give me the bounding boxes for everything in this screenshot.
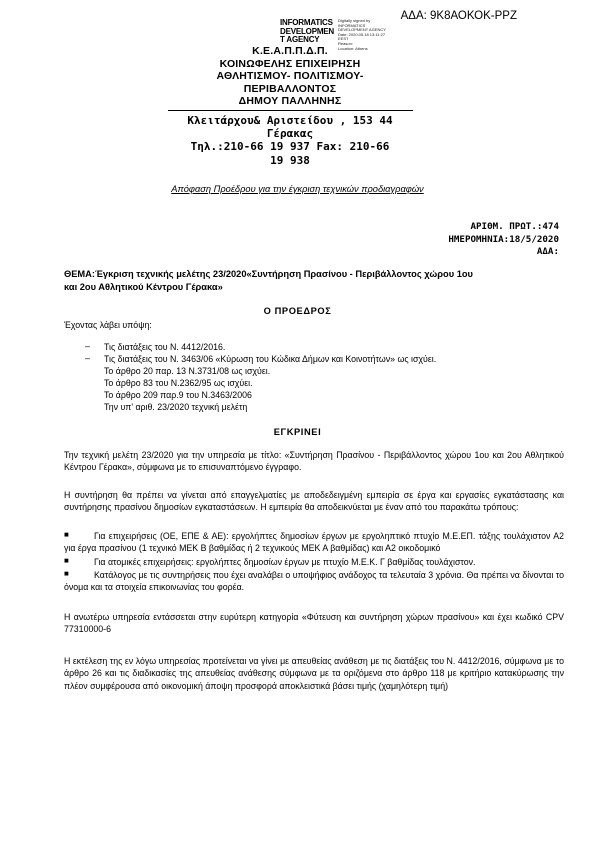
stamp-line: INFORMATICS [280, 18, 333, 27]
bullet-item: Για επιχειρήσεις (ΟΕ, ΕΠΕ & ΑΕ): εργολήπτες δημοσίων έργων με εργοληπτικό πτυχίο Μ.Ε.ΕΠ. τάξης τουλάχιστον Α2 για έργα πρασίνου (1 τεχνικό ΜΕΚ Β βαθμίδας ή 2 τεχνικούς ΜΕΚ Α βαθμίδας) και Α2 οικοδομικό [64, 531, 564, 554]
address-line: Κλειτάρχου& Αριστείδου , 153 44 [187, 113, 393, 127]
org-line: ΑΘΛΗΤΙΣΜΟΥ- ΠΟΛΙΤΙΣΜΟΥ- [216, 70, 364, 82]
protocol-number: ΑΡΙΘΜ. ΠΡΩΤ.:474 [470, 221, 559, 232]
bullet-marker: ■ [64, 556, 69, 565]
subject-text: Έγκριση τεχνικής μελέτης 23/2020«Συντήρηση Πρασίνου - Περιβάλλοντος χώρου 1ου [95, 269, 473, 279]
stamp-line: DEVELOPMEN [280, 26, 335, 36]
consideration-item: Τις διατάξεις του Ν. 3463/06 «Κύρωση του Κώδικα Δήμων και Κοινοτήτων» ως ισχύει. [104, 354, 437, 364]
list-dash: – [85, 353, 90, 363]
ada-label: ΑΔΑ: [536, 246, 559, 257]
org-line: Κ.Ε.Α.Π.Π.Δ.Π. [252, 45, 328, 57]
execution-paragraph: Η εκτέλεση της εν λόγω υπηρεσίας προτείνεται να γίνει με απευθείας ανάθεση με τις διατάξεις του Ν. 4412/2016, σύμφωνα με το άρθρο 26 και τις διαδικασίες της απευθείας ανάθεσης σύμφωνα με τα οριζόμενα στο άρθρο 118 με κριτήριο κατακύρωσης την πλέον συμφέρουσα από οικονομική άποψη προσφορά αποκλειστικά βάσει τιμής (χαμηλότερη τιμή) [64, 656, 564, 691]
subject-label: ΘΕΜΑ: [64, 269, 95, 279]
org-line: ΚΟΙΝΩΦΕΛΗΣ ΕΠΙΧΕΙΡΗΣΗ [219, 57, 361, 70]
bullet-marker: ■ [64, 530, 69, 539]
consideration-item: Το άρθρο 209 παρ.9 του Ν.3463/2006 [104, 390, 252, 400]
address-line: 19 938 [270, 153, 310, 167]
subject-block [64, 268, 589, 293]
consideration-item: Το άρθρο 83 του Ν.2362/95 ως ισχύει. [104, 378, 253, 388]
organization-header [160, 45, 420, 167]
president-heading: Ο ΠΡΟΕΔΡΟΣ [263, 306, 332, 316]
consideration-item: Τις διατάξεις του Ν. 4412/2016. [104, 342, 226, 352]
header-divider [168, 110, 413, 111]
having-considered: Έχοντας λάβει υπόψη: [64, 320, 152, 330]
subject-text-cont: και 2ου Αθλητικού Κέντρου Γέρακα» [64, 281, 223, 292]
cpv-paragraph: Η ανωτέρω υπηρεσία εντάσσεται στην ευρύτερη κατηγορία «Φύτευση και συντήρηση χώρων πρασίνου» και έχει κωδικό CPV 77310000-6 [64, 612, 564, 635]
approval-paragraph: Την τεχνική μελέτη 23/2020 για την υπηρεσία με τίτλο: «Συντήρηση Πρασίνου - Περιβάλλοντος χώρου 1ου και 2ου Αθλητικού Κέντρου Γέρακα», σύμφωνα με το επισυναπτόμενο έγγραφο. [64, 450, 564, 473]
approves-heading: ΕΓΚΡΙΝΕΙ [273, 427, 322, 437]
reference-block [448, 221, 559, 259]
org-line: ΠΕΡΙΒΑΛΛΟΝΤΟΣ [243, 82, 337, 95]
address-line: Γέρακας [266, 126, 314, 140]
maintenance-paragraph: Η συντήρηση θα πρέπει να γίνεται από επαγγελματίες με αποδεδειγμένη εμπειρία σε έργα και εργασίες εγκατάστασης και συντήρησης πρασίνου δημοσίων εγκαταστάσεων. Η εμπειρία θα αποδεικνύεται με έναν από του παρακάτω τρόπους: [64, 490, 564, 513]
list-dash: – [85, 341, 90, 351]
address-line: Τηλ.:210-66 19 937 Fax: 210-66 [190, 140, 390, 154]
bullet-item: Κατάλογος με τις συντηρήσεις που έχει αναλάβει ο υποψήφιος ανάδοχος τα τελευταία 3 χρόνια. Θα πρέπει να δίνονται το όνομα και τα στοιχεία επικοινωνίας του φορέα. [64, 570, 564, 593]
consideration-item: Το άρθρο 20 παρ. 13 Ν.3731/08 ως ισχύει. [104, 366, 271, 376]
consideration-item: Την υπ' αριθ. 23/2020 τεχνική μελέτη [104, 402, 248, 412]
subject-title: Απόφαση Προέδρου για την έγκριση τεχνικών προδιαγραφών [171, 184, 424, 194]
stamp-fine-print: Digitally signed by INFORMATICS DEVELOPMENT AGENCY Date: 2020.05.18 13:11:27 EEST Reason: Location: Athens [338, 18, 386, 51]
document-date: ΗΜΕΡΟΜΗΝΙΑ:18/5/2020 [448, 233, 559, 245]
bullet-item: Για ατομικές επιχειρήσεις: εργολήπτες δημοσίων έργων με πτυχίο Μ.Ε.Κ. Γ βαθμίδας τουλάχιστον. [94, 557, 476, 567]
org-line: ΔΗΜΟΥ ΠΑΛΛΗΝΗΣ [238, 95, 342, 107]
ada-code-top: ΑΔΑ: 9Κ8ΑΟΚΟΚ-ΡΡΖ [400, 10, 517, 22]
stamp-line: T AGENCY [280, 35, 320, 45]
bullet-marker: ■ [64, 569, 69, 578]
